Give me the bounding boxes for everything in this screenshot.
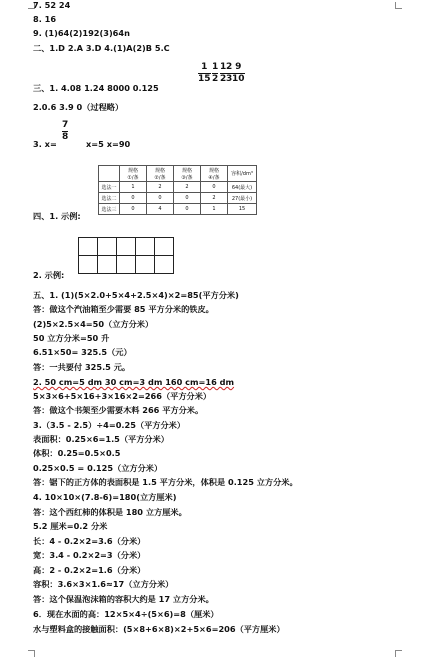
table-cell: 1 <box>120 182 147 193</box>
answer-line: 体积：0.25=0.5×0.5 <box>33 448 121 458</box>
answer-line: 2. 50 cm=5 dm 30 cm=3 dm 160 cm=16 dm <box>33 377 235 387</box>
table-cell: 0 <box>120 204 147 215</box>
table-cell: 0 <box>174 193 201 204</box>
table-row <box>99 204 257 215</box>
answer-line: 5×3×6+5×16+3×16×2=266（平方分米） <box>33 391 212 401</box>
table-cell: 64(最大) <box>228 182 257 193</box>
table-cell: 选法一 <box>99 182 120 193</box>
fraction: 1 2 <box>212 62 219 84</box>
answer-line: 6.51×50= 325.5（元） <box>33 347 132 357</box>
answer-line: 长：4 - 0.2×2=3.6（分米） <box>33 536 146 546</box>
answer-line: 答：这个保温泡沫箱的容积大约是 17 立方分米。 <box>33 594 214 604</box>
answer-line: 3.（3.5 - 2.5）÷4=0.25（平方分米） <box>33 420 186 430</box>
corner-mark-bottom-left <box>28 650 35 657</box>
table-header: 容积/dm³ <box>228 166 257 182</box>
answer-line: 9. (1)64(2)192(3)64n <box>33 28 130 38</box>
answer-line: 50 立方分米=50 升 <box>33 333 110 343</box>
answer-line: 8. 16 <box>33 14 57 24</box>
answer-line: 7. 52 24 <box>33 0 71 10</box>
table-cell: 0 <box>120 193 147 204</box>
answer-line: 3. x= <box>33 139 57 149</box>
answer-line: x=5 x=90 <box>86 139 131 149</box>
answer-line: 答：做这个汽油箱至少需要 85 平方分米的铁皮。 <box>33 304 214 314</box>
answer-line: 4. 10×10×(7.8-6)=180(立方厘米) <box>33 492 177 502</box>
table-cell: 2 <box>147 182 174 193</box>
table-header: 规格 ④/条 <box>201 166 228 182</box>
table-cell: 1 <box>201 204 228 215</box>
table-header <box>99 166 120 182</box>
table-cell: 15 <box>228 204 257 215</box>
answer-line: 三、1. 4.08 1.24 8000 0.125 <box>33 83 159 93</box>
corner-mark-top-right <box>395 2 402 9</box>
answer-line: 表面积：0.25×6=1.5（平方分米） <box>33 434 169 444</box>
answer-line: 高：2 - 0.2×2=1.6（分米） <box>33 565 146 575</box>
fraction: 9 10 <box>232 62 245 84</box>
answer-line: 二、1.D 2.A 3.D 4.(1)A(2)B 5.C <box>33 43 170 53</box>
answer-line: 答：锯下的正方体的表面积是 1.5 平方分米，体积是 0.125 立方分米。 <box>33 477 298 487</box>
answer-line: 宽：3.4 - 0.2×2=3（分米） <box>33 550 146 560</box>
table-row <box>99 182 257 193</box>
answer-line: 答：一共要付 325.5 元。 <box>33 362 131 372</box>
answer-line: 五、1. (1)(5×2.0+5×4+2.5×4)×2=85(平方分米) <box>33 290 239 300</box>
net-grid <box>78 237 174 274</box>
table-cell: 27(最小) <box>228 193 257 204</box>
spec-table <box>98 165 257 215</box>
table-cell: 2 <box>174 182 201 193</box>
corner-mark-bottom-right <box>395 650 402 657</box>
answer-line: 答：这个西红柿的体积是 180 立方厘米。 <box>33 507 187 517</box>
answer-line: 6．现在水面的高：12×5×4÷(5×6)=8（厘米） <box>33 609 219 619</box>
fraction: 1 15 <box>198 62 211 84</box>
answer-line: 5.2 厘米=0.2 分米 <box>33 521 108 531</box>
answer-line: 2. 示例: <box>33 270 65 280</box>
table-cell: 2 <box>201 193 228 204</box>
answer-line: 答：做这个书架至少需要木料 266 平方分米。 <box>33 405 204 415</box>
table-cell: 0 <box>147 193 174 204</box>
answer-line: (2)5×2.5×4=50（立方分米） <box>33 319 154 329</box>
table-cell: 选法二 <box>99 193 120 204</box>
table-header: 规格 ①/条 <box>120 166 147 182</box>
answer-line: 四、1. 示例: <box>33 211 81 221</box>
answer-line: 0.25×0.5 = 0.125（立方分米） <box>33 463 163 473</box>
table-cell: 0 <box>201 182 228 193</box>
table-cell: 选法三 <box>99 204 120 215</box>
table-cell: 0 <box>174 204 201 215</box>
answer-line: 水与塑料盒的接触面积：(5×8+6×8)×2+5×6=206（平方厘米） <box>33 624 285 634</box>
fraction: 2 3 <box>226 62 233 84</box>
table-header: 规格 ③/条 <box>174 166 201 182</box>
table-cell: 4 <box>147 204 174 215</box>
answer-line: 2.0.6 3.9 0（过程略） <box>33 102 124 112</box>
fraction: 1 2 <box>220 62 227 84</box>
table-header: 规格 ②/条 <box>147 166 174 182</box>
x-fraction: 7 8 <box>62 120 69 142</box>
table-row <box>99 193 257 204</box>
answer-line: 容积：3.6×3×1.6≈17（立方分米） <box>33 579 174 589</box>
